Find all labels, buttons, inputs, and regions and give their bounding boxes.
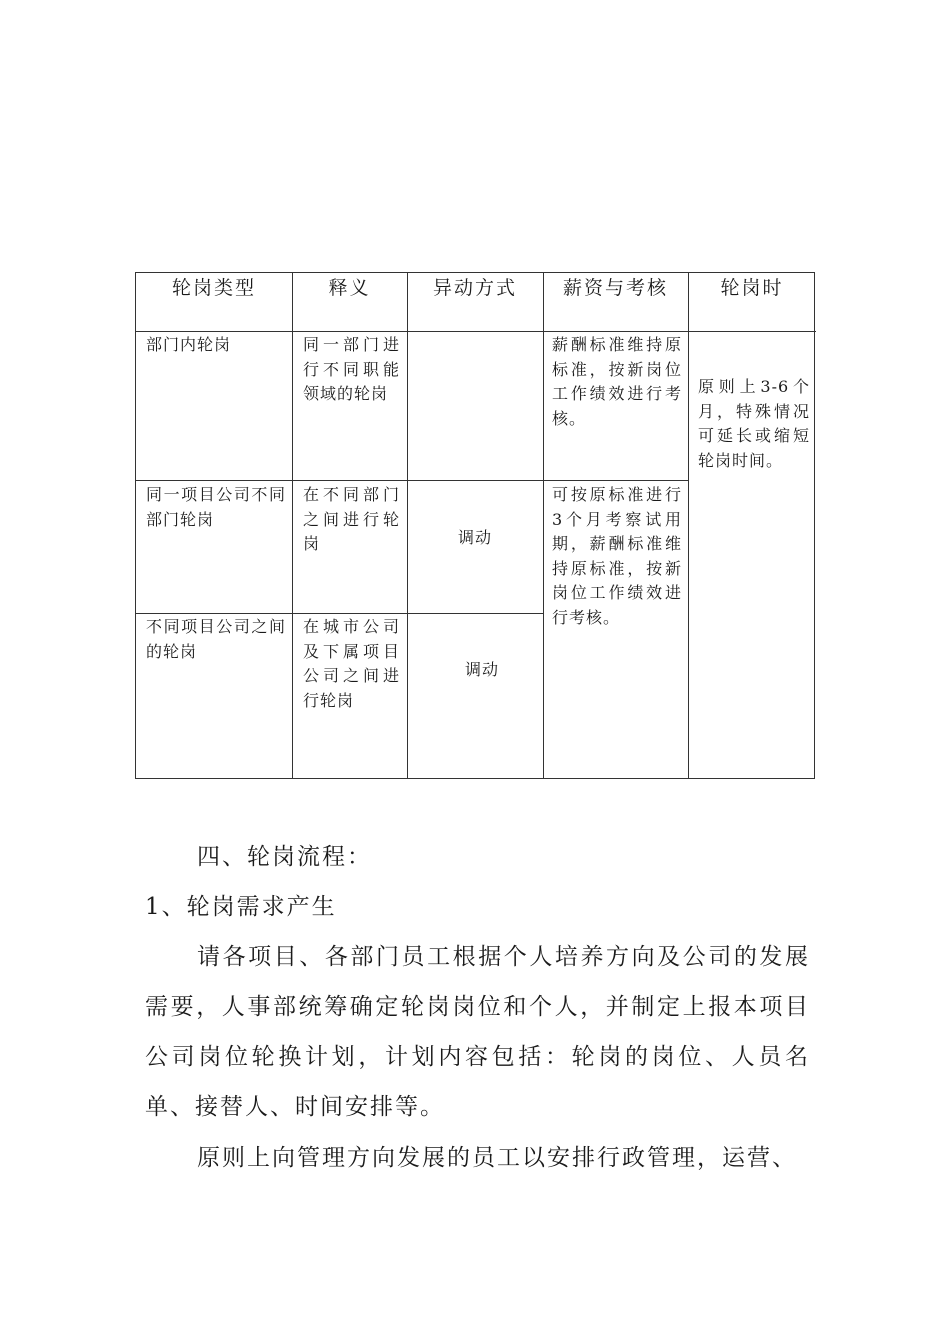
paragraph-1: 请各项目、各部门员工根据个人培养方向及公司的发展需要，人事部统筹确定轮岗岗位和个人，并制定上报本项目公司岗位轮换计划，计划内容包括：轮岗的岗位、人员名单、接替人、时间安排等。: [145, 944, 810, 1120]
rotation-table: [135, 272, 815, 779]
row3-definition: 在城市公司及下属项目公司之间进行轮岗: [303, 617, 400, 710]
paragraph-2: 原则上向管理方向发展的员工以安排行政管理，运营、: [197, 1145, 797, 1171]
table-divider: [136, 613, 543, 614]
row1-type: 部门内轮岗: [146, 335, 232, 354]
table-divider: [292, 273, 293, 778]
row2-definition: 在不同部门之间进行轮岗: [303, 485, 400, 553]
section-subheading: 1、轮岗需求产生: [145, 894, 337, 920]
header-definition: 释义: [328, 277, 371, 299]
header-method: 异动方式: [432, 277, 517, 299]
row2-type: 同一项目公司不同部门轮岗: [146, 485, 286, 529]
row3-type: 不同项目公司之间的轮岗: [146, 617, 286, 661]
row2-method: 调动: [457, 528, 492, 547]
header-salary: 薪资与考核: [562, 277, 668, 299]
section-heading: 四、轮岗流程：: [197, 844, 372, 870]
row1-salary: 薪酬标准维持原标准，按新岗位工作绩效进行考核。: [552, 335, 682, 428]
row3-method: 调动: [464, 660, 499, 679]
header-duration: 轮岗时: [720, 277, 784, 299]
table-divider: [688, 273, 689, 778]
row1-definition: 同一部门进行不同职能领域的轮岗: [303, 335, 400, 403]
duration-cell: 原则上3-6个月，特殊情况可延长或缩短轮岗时间。: [698, 377, 810, 470]
table-divider: [543, 273, 544, 778]
table-divider: [136, 480, 688, 481]
table-divider: [136, 331, 816, 332]
row2-salary: 可按原标准进行3个月考察试用期，薪酬标准维持原标准，按新岗位工作绩效进行考核。: [552, 485, 682, 627]
header-type: 轮岗类型: [171, 277, 256, 299]
